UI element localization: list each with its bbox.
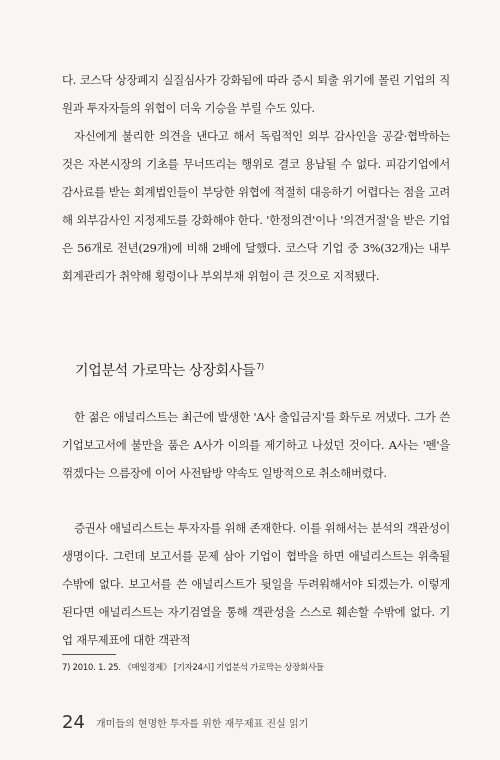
footnote: 7) 2010. 1. 25. 《매일경제》 [기자24시] 기업분석 가로막는 상장회사들: [62, 662, 324, 672]
body-paragraph: 자신에게 불리한 의견을 낸다고 해서 독립적인 외부 감사인을 공갈·협박하는 것은 자본시장의 기초를 무너뜨리는 행위로 결코 용납될 수 없다. 피감기업에서 감사료를 받는 회계법인들이 부당한 위협에 적절히 대응하기 어렵다는 점을 고려해 외부감사인 지정제도를 강화해야 한다. '한정의견'이나 '의견거절'을 받은 기업은 56개로 전년(29개)에 비해 2배에 달했다. 코스닥 기업 중 3%(32개)는 내부 회계관리가 취약해 횡령이나 부외부채 위험이 큰 것으로 지적됐다.: [62, 129, 450, 283]
page-footer: [62, 712, 308, 733]
section-paragraph: 증권사 애널리스트는 투자자를 위해 존재한다. 이를 위해서는 분석의 객관성이 생명이다. 그런데 보고서를 문제 삼아 기업이 협박을 하면 애널리스트는 위축될 수밖에 없다. 보고서를 쓴 애널리스트가 뒷일을 두려워해서야 되겠는가. 이렇게 된다면 애널리스트는 자기검열을 통해 객관성을 스스로 훼손할 수밖에 없다. 기업 재무제표에 대한 객관적: [62, 521, 450, 647]
footnote-reference: 7): [256, 362, 264, 371]
page-number: 24: [62, 712, 85, 733]
footnote-divider: [62, 654, 116, 655]
section-heading-text: 기업분석 가로막는 상장회사들: [75, 363, 256, 379]
running-title: 개미들의 현명한 투자를 위한 재무제표 진실 읽기: [96, 719, 309, 730]
section-heading: [75, 360, 264, 380]
body-paragraph-continued: 다. 코스닥 상장폐지 실질심사가 강화됨에 따라 증시 퇴출 위기에 몰린 기업의 직원과 투자자들의 위협이 더욱 기승을 부릴 수도 있다.: [62, 73, 450, 115]
section-paragraph: 한 젊은 애널리스트는 최근에 발생한 'A사 출입금지'를 화두로 꺼냈다. 그가 쓴 기업보고서에 불만을 품은 A사가 이의를 제기하고 나섰던 것이다. A사는 '펜'을 꺾겠다는 으름장에 이어 사전탐방 약속도 일방적으로 취소해버렸다.: [62, 410, 450, 480]
